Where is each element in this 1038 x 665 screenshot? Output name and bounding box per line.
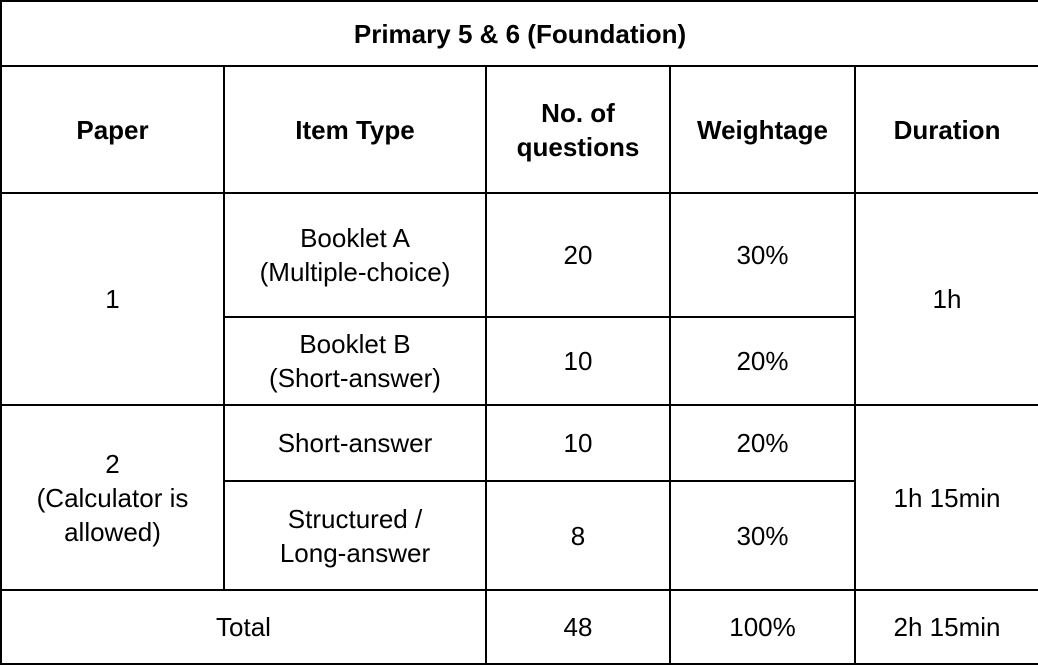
header-weightage: Weightage	[670, 66, 855, 193]
title-row	[1, 1, 1038, 66]
item-type-cell: Short-answer	[224, 405, 486, 481]
item-type-cell: Booklet B (Short-answer)	[224, 317, 486, 405]
num-questions-cell: 10	[486, 405, 670, 481]
duration-cell: 1h 15min	[855, 405, 1038, 590]
table-title: Primary 5 & 6 (Foundation)	[1, 1, 1038, 66]
header-num-questions: No. of questions	[486, 66, 670, 193]
header-item-type: Item Type	[224, 66, 486, 193]
total-weightage: 100%	[670, 590, 855, 664]
table-row	[1, 193, 1038, 317]
paper-cell: 2 (Calculator is allowed)	[1, 405, 224, 590]
num-questions-cell: 8	[486, 481, 670, 590]
header-row	[1, 66, 1038, 193]
num-questions-cell: 20	[486, 193, 670, 317]
paper-cell: 1	[1, 193, 224, 405]
table-row	[1, 405, 1038, 481]
weightage-cell: 20%	[670, 317, 855, 405]
total-num-questions: 48	[486, 590, 670, 664]
duration-cell: 1h	[855, 193, 1038, 405]
weightage-cell: 30%	[670, 481, 855, 590]
total-label: Total	[1, 590, 486, 664]
header-paper: Paper	[1, 66, 224, 193]
total-row	[1, 590, 1038, 664]
num-questions-cell: 10	[486, 317, 670, 405]
weightage-cell: 30%	[670, 193, 855, 317]
item-type-cell: Booklet A (Multiple-choice)	[224, 193, 486, 317]
weightage-cell: 20%	[670, 405, 855, 481]
item-type-cell: Structured / Long-answer	[224, 481, 486, 590]
header-duration: Duration	[855, 66, 1038, 193]
total-duration: 2h 15min	[855, 590, 1038, 664]
